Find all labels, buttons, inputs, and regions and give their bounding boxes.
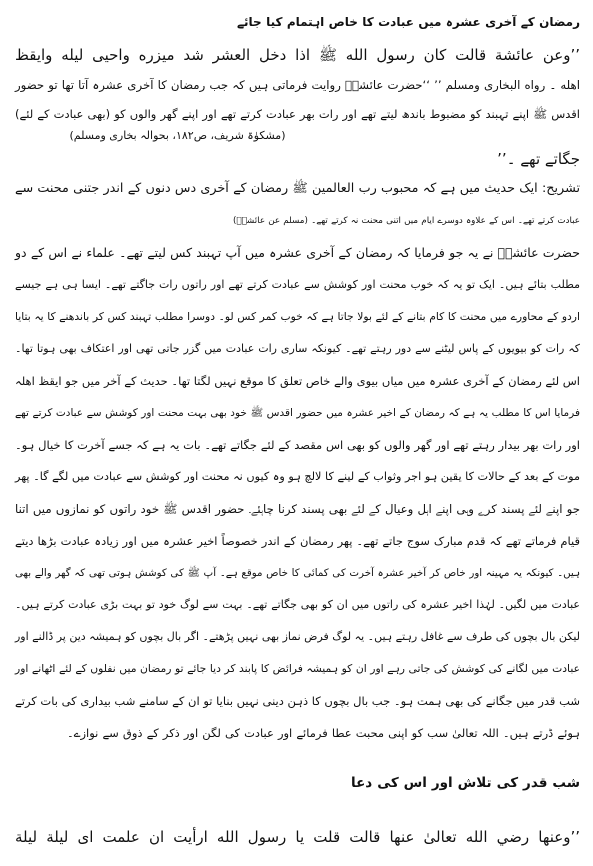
explanation-line	[14, 558, 580, 588]
explanation-line-text: جو اپنے لئے پسند کرے وہی اپنے اہل وعیال کے لئے بھی پسند کرنا چاہئے۔ حضور اقدس ﷺ خود راتوں کو نمازوں میں اتنا	[15, 502, 580, 516]
explanation-line	[14, 398, 580, 428]
hadith-line-text: اقدس ﷺ اپنے تہبند کو مضبوط باندھ لیتے تھے اور رات بھر عبادت کرتے تھے اور اپنے گھر والوں کو (بھی عبادت کے لئے)	[15, 107, 580, 121]
hadith-translation-line	[14, 70, 580, 100]
explanation-line-text: موت کے بعد کے حالات کا یقین ہو اجر وثواب کے لینے کا لالچ ہو وہ کیوں نہ محنت اور کوشش سے عبادت میں لگے گا۔ پھر	[15, 470, 580, 483]
explanation-line-text: ہوئے ڈرتے ہیں۔ اللہ تعالیٰ سب کو اپنی محبت عطا فرمائے اور عبادت کی لگن اور ذکر کے ذوق سے نوازے۔	[67, 726, 580, 740]
explanation-line-text: اس لئے رمضان کے آخری عشرہ میں میاں بیوی والے خاص تعلق کا موقع نہیں لگتا تھا۔ حدیث کے آخر میں جو ایقظ اھلہ	[15, 374, 580, 388]
explanation-line	[14, 238, 580, 268]
explanation-line	[14, 430, 580, 460]
hadith-translation-line	[450, 144, 580, 174]
explanation-line	[14, 334, 580, 364]
explanation-line-text: شب قدر میں جگانے کی بھی ہمت ہو۔ جب بال بچوں کا ذہن دینی نہیں بنایا تو ان کے سامنے شب بیداری کی بات کرتے	[15, 694, 580, 708]
explanation-line	[14, 622, 580, 652]
explanation-line-text: لیکن بال بچوں کی طرف سے غافل رہتے ہیں۔ یہ لوگ فرض نماز بھی نہیں پڑھتے۔ اگر بال بچوں کو ہمیشہ دین پر ڈالنے اور	[15, 630, 580, 643]
hadith-citation	[40, 126, 315, 146]
explanation-line-text: ہیں۔ کیونکہ یہ مہینہ اور خاص کر آخیر عشرہ آخرت کی کمائی کا خاص موقع ہے۔ آپ ﷺ کی کوشش ہوتی تھی کہ گھر والے بھی	[15, 567, 580, 579]
section-arabic-line	[14, 822, 580, 852]
explanation-line	[14, 462, 580, 492]
hadith-line-text: ’’وعن عائشة قالت كان رسول الله ﷺ اذا دخل العشر شد ميزره واحيى ليله وايقظ	[15, 46, 580, 64]
page-title-text: رمضان کے آخری عشرہ میں عبادت کا خاص اہتمام کیا جائے	[237, 15, 580, 29]
explanation-line	[14, 174, 580, 204]
explanation-line-text: اردو کے محاورے میں محنت کا کام بتانے کے لئے بولا جاتا ہے کہ خوب کمر کس لو۔ دوسرا مطلب تہبند کس کر باندھنے کا یہ بتایا	[15, 310, 580, 323]
section-heading	[350, 762, 580, 804]
explanation-line	[14, 270, 580, 300]
explanation-line	[14, 302, 580, 332]
explanation-line-text: اور رات بھر بیدار رہتے تھے اور گھر والوں کو بھی اس مقصد کے لئے جگاتے تھے۔ بات یہ ہے کہ جسے آخرت کا خیال ہو۔	[15, 438, 580, 452]
explanation-line	[14, 366, 580, 396]
explanation-line	[14, 654, 580, 684]
explanation-line-text: عبادت کرتے تھے۔ اس کے علاوہ دوسرے ایام میں اتنی محنت نہ کرتے تھے۔ (مسلم عن عائشہؓ)	[233, 216, 580, 226]
section-line-text: ’’وعنها رضي الله تعالىٰ عنها قالت قلت يا رسول الله ارأيت ان علمت اى ليلة ليلة	[15, 828, 580, 846]
hadith-citation-text: (مشکوٰۃ شریف، ص۱۸۲، بحوالہ بخاری ومسلم)	[69, 129, 286, 142]
explanation-line-text: حضرت عائشہؓ نے یہ جو فرمایا کہ رمضان کے آخری عشرہ میں آپ تہبند کس لیتے تھے۔ علماء نے اس کے دو	[15, 245, 580, 260]
explanation-line-text: فرمایا اس کا مطلب یہ ہے کہ رمضان کے اخیر عشرہ میں حضور اقدس ﷺ خود بھی بہت محنت اور کوشش سے عبادت کرتے تھے	[15, 407, 580, 419]
page-title	[236, 4, 580, 40]
explanation-line	[14, 494, 580, 524]
explanation-line	[14, 590, 580, 620]
section-heading-text: شب قدر کی تلاش اور اس کی دعا	[351, 775, 580, 791]
hadith-line-text: اهله ۔ رواه البخاری ومسلم ’’ ‘‘حضرت عائشہؓ روایت فرماتی ہیں کہ جب رمضان کا آخری عشرہ آتا تھا تو حضور	[15, 78, 580, 92]
hadith-arabic-line	[14, 40, 580, 70]
explanation-line	[66, 718, 580, 748]
explanation-line-text: عبادت میں لگیں۔ لہٰذا اخیر عشرہ کی راتوں میں ان کو بھی جگاتے تھے۔ بہت سے لوگ خود تو بہت بڑی عبادت کرتے ہیں۔	[15, 598, 580, 611]
explanation-line-text: تشریح: ایک حدیث میں ہے کہ محبوب رب العالمین ﷺ رمضان کے آخری دس دنوں کے اندر جتنی محنت سے	[15, 181, 580, 196]
explanation-line	[232, 206, 580, 236]
explanation-line-text: کہ رات کو بیویوں کے پاس لیٹنے سے دور رہتے تھے۔ کیونکہ ساری رات عبادت میں گزر جاتی تھی اور اعتکاف بھی ہوتا تھا۔	[15, 342, 580, 355]
explanation-line	[14, 686, 580, 716]
explanation-line	[14, 526, 580, 556]
explanation-line-text: عبادت میں لگانے کی کوشش کی جاتی رہے اور ان کو ہمیشہ فرائض کا پابند کر دیا جائے تو رمضان میں نفلوں کے لئے اٹھانے اور	[15, 662, 580, 675]
explanation-line-text: مطلب بتائے ہیں۔ ایک تو یہ کہ خوب محنت اور کوشش سے عبادت کرتے تھے اور راتوں رات جاگتے تھے۔ ایسا ہی ہے جیسے	[15, 278, 580, 291]
hadith-line-text: جگاتے تھے ۔’’	[497, 150, 580, 168]
explanation-line-text: قیام فرماتے تھے کہ قدم مبارک سوج جاتے تھے۔ پھر رمضان کے اندر خصوصاً اخیر عشرہ میں اور زیادہ عبادت بڑھا دیتے	[15, 534, 580, 548]
hadith-translation-line	[14, 99, 580, 129]
